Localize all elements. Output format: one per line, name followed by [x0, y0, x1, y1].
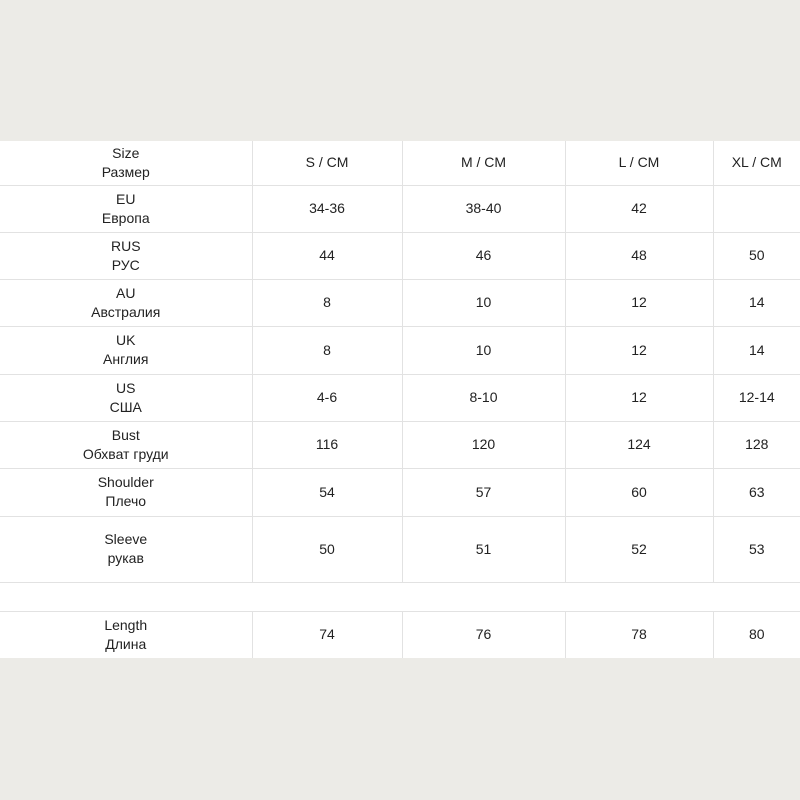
row-label-ru: Плечо	[105, 493, 147, 509]
cell-s: 44	[252, 232, 402, 279]
cell-l: 78	[565, 611, 713, 658]
cell-s: 116	[252, 421, 402, 468]
table-row-rus	[0, 232, 800, 279]
column-header-l: L / CM	[565, 141, 713, 185]
row-label-ru: Обхват груди	[82, 445, 169, 462]
cell-xl: 14	[713, 279, 800, 326]
row-label-en: UK	[116, 332, 136, 348]
table-row-us	[0, 374, 800, 421]
row-label-en: Length	[104, 616, 148, 633]
row-label-ru: Европа	[101, 209, 150, 226]
row-label	[0, 279, 252, 326]
size-chart-table	[0, 141, 800, 658]
cell-l: 42	[565, 185, 713, 232]
table-row-uk	[0, 326, 800, 374]
cell-s: 34-36	[252, 185, 402, 232]
row-label-ru: рукав	[107, 550, 144, 566]
cell-m: 57	[402, 468, 565, 516]
row-label-ru: РУС	[111, 256, 140, 273]
row-label-ru: Длина	[105, 635, 147, 652]
cell-xl: 128	[713, 421, 800, 468]
row-label-ru: США	[109, 398, 142, 415]
table-row-bust	[0, 421, 800, 468]
row-label	[0, 185, 252, 232]
row-label-ru: Австралия	[91, 303, 161, 320]
cell-m: 10	[402, 326, 565, 374]
row-label	[0, 141, 252, 185]
cell-xl	[713, 185, 800, 232]
row-label	[0, 232, 252, 279]
table-row-au	[0, 279, 800, 326]
row-label-en: Bust	[111, 426, 140, 443]
cell-m: 38-40	[402, 185, 565, 232]
table-row-eu	[0, 185, 800, 232]
row-label	[0, 374, 252, 421]
cell-xl: 53	[713, 516, 800, 582]
row-label	[0, 516, 252, 582]
cell-xl: 12-14	[713, 374, 800, 421]
cell-l: 52	[565, 516, 713, 582]
cell-l: 12	[565, 326, 713, 374]
table-row-sleeve	[0, 516, 800, 582]
row-label-en: Shoulder	[97, 474, 154, 490]
column-header-xl: XL / CM	[713, 141, 800, 185]
cell-l: 124	[565, 421, 713, 468]
row-label	[0, 421, 252, 468]
cell-m: 120	[402, 421, 565, 468]
cell-xl: 14	[713, 326, 800, 374]
table-row-shoulder	[0, 468, 800, 516]
row-label-ru: Англия	[103, 351, 149, 367]
cell-xl: 80	[748, 626, 765, 643]
cell-l: 12	[565, 374, 713, 421]
column-header-m: M / CM	[402, 141, 565, 185]
row-label-en: EU	[116, 190, 136, 207]
row-label-en: Size	[112, 144, 140, 161]
cell-m: 51	[402, 516, 565, 582]
cell-m: 76	[402, 611, 565, 658]
row-label-ru: Размер	[101, 163, 150, 180]
row-label-en: US	[116, 379, 136, 396]
spacer-cell	[0, 582, 800, 611]
cell-l: 48	[565, 232, 713, 279]
cell-s: 4-6	[252, 374, 402, 421]
cell-s: 74	[252, 611, 402, 658]
table-row-length	[0, 611, 800, 658]
cell-l: 60	[565, 468, 713, 516]
row-label	[0, 611, 252, 658]
cell-m: 8-10	[402, 374, 565, 421]
cell-l: 12	[565, 279, 713, 326]
cell-xl: 50	[713, 232, 800, 279]
cell-s: 8	[252, 326, 402, 374]
spacer-row	[0, 582, 800, 611]
row-label	[0, 468, 252, 516]
row-label-en: Sleeve	[104, 531, 148, 547]
row-label-en: RUS	[110, 237, 141, 254]
row-label	[0, 326, 252, 374]
row-label-en: AU	[116, 284, 136, 301]
header-row	[0, 141, 800, 185]
cell-m: 46	[402, 232, 565, 279]
cell-s: 8	[252, 279, 402, 326]
cell-s: 54	[252, 468, 402, 516]
size-chart-sheet	[0, 141, 800, 658]
column-header-s: S / CM	[252, 141, 402, 185]
cell-m: 10	[402, 279, 565, 326]
cell-s: 50	[252, 516, 402, 582]
cell-xl: 63	[713, 468, 800, 516]
